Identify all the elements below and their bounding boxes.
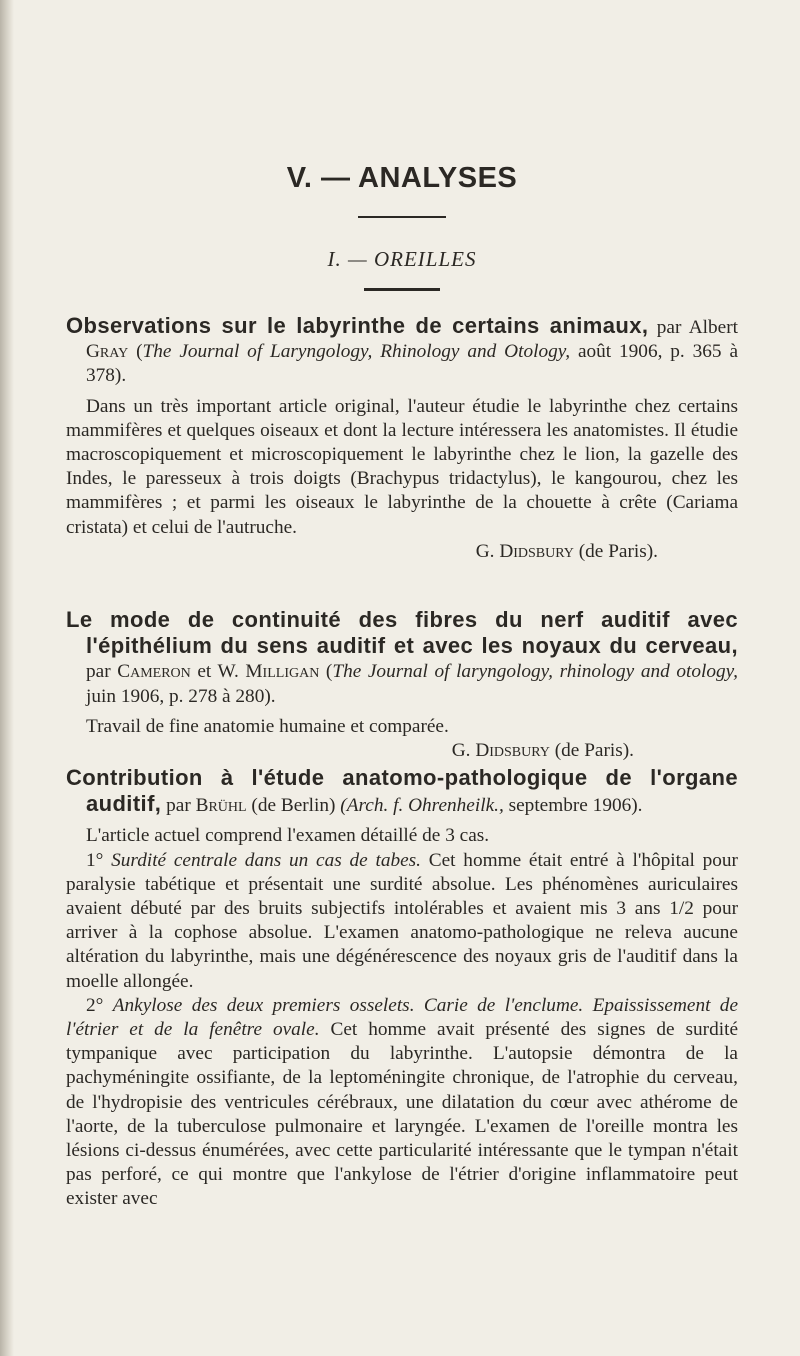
author-name: Brühl	[195, 795, 247, 817]
case-2-title: Ankylose des deux premiers osselets. Carie de l'enclume. Epaississement de l'étrier et de la fenêtre ovale.	[66, 994, 739, 1041]
entry-paragraph: Dans un très important article original, l'auteur étudie le labyrinthe chez certains mammifères et quelques oiseaux et dont la lecture intéressera les anatomistes. Il étudie macroscopiquement et microscopiquement le labyrinthe chez le lion, la gazelle des Indes, le paresseux à trois doigts (Brachypus tridactylus), le kangourou, chez les mammifères ; et parmi les oiseaux le labyrinthe de la chouette à crête (Cariama cristata) et celui de l'autruche.	[66, 395, 738, 538]
citation-details: août 1906, p. 365 à 378).	[86, 341, 738, 387]
journal-name: The Journal of laryngology, rhinology and otology,	[332, 661, 738, 683]
section-title: V. — ANALYSES	[286, 162, 518, 194]
case-1: 1° Surdité centrale dans un cas de tabes. Cet homme était entré à l'hôpital pour paralysie tabétique et présentait une surdité absolue. Les phénomènes auriculaires avaient débuté par des bruits subjectifs intolérables et avaient mis 3 ans 1/2 pour arriver à la cophose absolue. L'examen anatomo-pathologique ne releva aucune altération du labyrinthe, mais une dégénérescence des noyaux gris de l'auditif dans la moelle allongée.	[66, 849, 738, 992]
entry-heading: Observations sur le labyrinthe de certains animaux, par Albert Gray (The Journal of Laryngology, Rhinology and Otology, août 1906, p. 365 à 378).	[66, 313, 739, 387]
entry-title: Contribution à l'étude anatomo-pathologique de l'organe auditif,	[66, 765, 738, 817]
subsection-rule	[364, 288, 440, 291]
author-name: Gray	[86, 341, 129, 363]
entry-heading: Contribution à l'étude anatomo-pathologique de l'organe auditif, par Brühl (de Berlin) (Arch. f. Ohrenheilk., septembre 1906).	[66, 765, 738, 817]
author-name: Milligan	[245, 661, 320, 683]
entry-nerf-auditif	[66, 608, 738, 763]
case-1-title: Surdité centrale dans un cas de tabes.	[111, 849, 421, 871]
citation-details: septembre 1906).	[508, 795, 643, 817]
entry-observations-labyrinthe	[66, 314, 738, 564]
book-spine-shadow	[0, 0, 14, 1356]
case-2: 2° Ankylose des deux premiers osselets. Carie de l'enclume. Epaississement de l'étrier et de la fenêtre ovale. Cet homme avait présenté des signes de surdité tympanique avec participation du labyrinthe. L'autopsie démontra de la pachyméningite ossifiante, de la leptoméningite chronique, de l'atrophie du cerveau, de l'hydropisie des ventricules cérébraux, une dilatation du cœur avec athérome de l'aorte, de la tuberculose pulmonaire et laryngée. L'examen de l'oreille montra les lésions ci-dessus énumérées, avec cette particularité intéressante que le tympan n'était pas perforé, ce qui montre que l'ankylose de l'étrier d'origine inflammatoire peut exister avec	[66, 994, 739, 1210]
author-name: Cameron	[117, 661, 191, 683]
entry-title: Observations sur le labyrinthe de certains animaux,	[66, 313, 649, 338]
entry-intro: L'article actuel comprend l'examen détaillé de 3 cas.	[86, 825, 490, 847]
signature: G. Didsbury (de Paris).	[475, 540, 658, 562]
entry-anatomo-pathologique	[66, 766, 738, 1212]
signature: G. Didsbury (de Paris).	[451, 740, 634, 762]
entry-heading: Le mode de continuité des fibres du nerf auditif avec l'épithélium du sens auditif et avec les noyaux du cerveau, par Cameron et W. Milligan (The Journal of laryngology, rhinology and otology, juin 1906, p. 278 à 280).	[66, 607, 738, 707]
journal-name: (Arch. f. Ohrenheilk.,	[340, 795, 504, 817]
entry-title: Le mode de continuité des fibres du nerf auditif avec l'épithélium du sens auditif et avec les noyaux du cerveau,	[66, 607, 738, 659]
citation-details: juin 1906, p. 278 à 280).	[86, 685, 276, 707]
entry-paragraph: Travail de fine anatomie humaine et comparée.	[86, 715, 449, 737]
subsection-title: I. — OREILLES	[327, 247, 477, 271]
title-rule	[358, 216, 446, 218]
journal-name: The Journal of Laryngology, Rhinology and Otology,	[142, 341, 571, 363]
